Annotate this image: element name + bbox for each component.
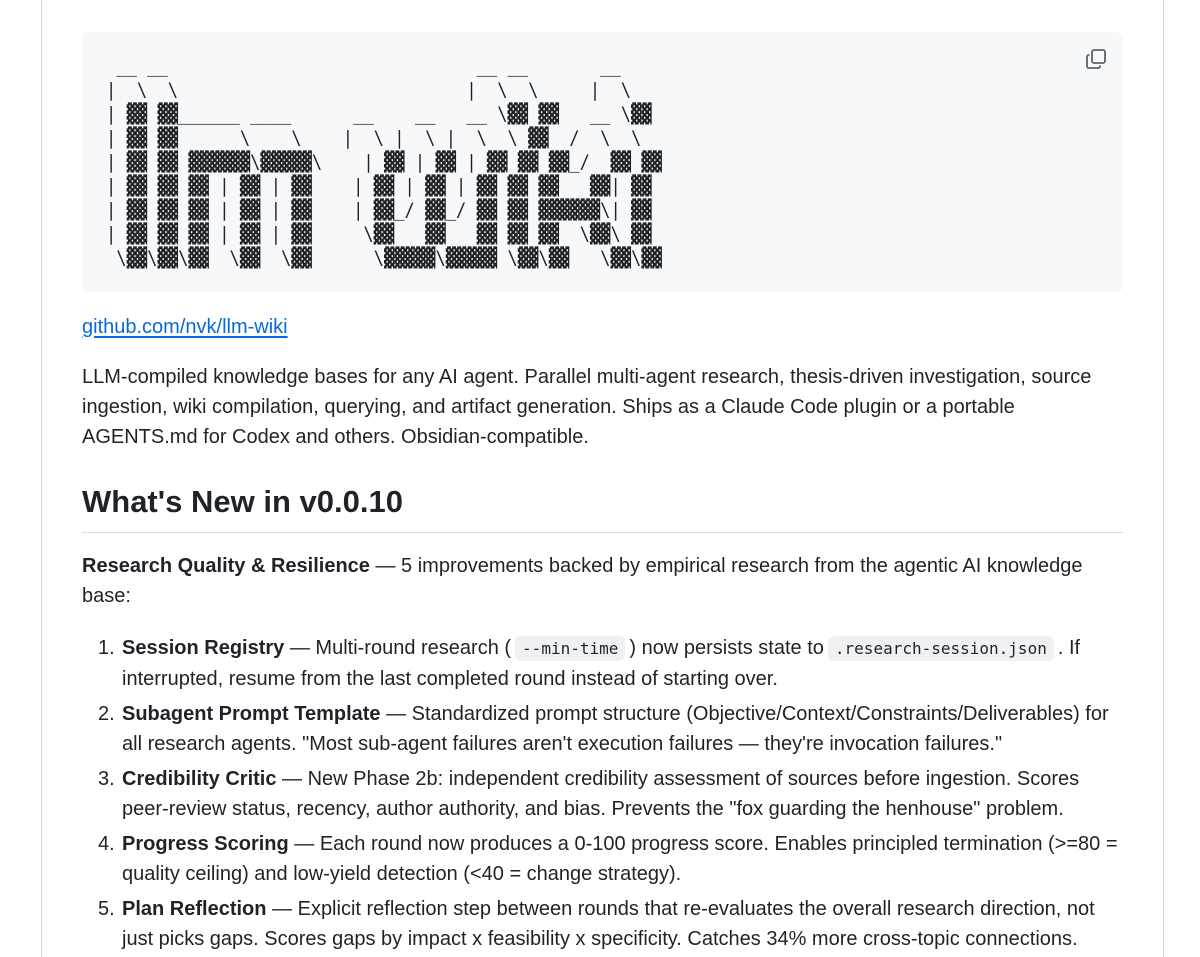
list-item — [82, 699, 1123, 759]
item-text: . If interrupted, resume from the last completed round instead of starting over. — [122, 637, 1081, 690]
item-text: — Each round now produces a 0-100 progress score. Enables principled termination (>=80 = quality ceiling) and low-yield detection (<40 = change strategy). — [122, 833, 1118, 885]
intro-bold: Research Quality & Resilience — [82, 555, 370, 577]
list-item — [82, 764, 1123, 824]
item-title: Progress Scoring — [122, 833, 289, 855]
list-number: 4. — [98, 833, 115, 855]
list-number: 2. — [98, 703, 115, 725]
item-text: — New Phase 2b: independent credibility assessment of sources before ingestion. Scores peer-review status, recency, author authority, and bias. Prevents the "fox guarding the henhouse" problem. — [122, 768, 1080, 820]
list-item — [82, 894, 1123, 954]
list-item — [82, 633, 1123, 694]
list-number: 1. — [98, 637, 115, 659]
inline-code: --min-time — [515, 636, 625, 661]
item-title: Plan Reflection — [122, 898, 267, 920]
copy-button[interactable] — [1083, 46, 1109, 72]
item-title: Credibility Critic — [122, 768, 277, 790]
section-heading: What's New in v0.0.10 — [82, 482, 1123, 533]
ascii-banner: __ __ __ __ __ | \ \ | \ \ | \ | ▓▓ ▓▓______ ____ __ __ __ \▓▓ ▓▓ __ \▓▓ | ▓▓ ▓▓ \ \ | \ | \ | \ \ ▓▓ / \ \ | ▓▓ ▓▓ ▓▓▓▓▓▓\▓▓▓▓▓\ | ▓▓ | ▓▓ | ▓▓ ▓▓ ▓▓_/ ▓▓ ▓▓ | ▓▓ ▓▓ ▓▓ | ▓▓ | ▓▓ | ▓▓ | ▓▓ | ▓▓ ▓▓ ▓▓ ▓▓| ▓▓ | ▓▓ ▓▓ ▓▓ | ▓▓ | ▓▓ | ▓▓_/ ▓▓_/ ▓▓ ▓▓ ▓▓▓▓▓▓\| ▓▓ | ▓▓ ▓▓ ▓▓ | ▓▓ | ▓▓ \▓▓ ▓▓ ▓▓ ▓▓ ▓▓ \▓▓\ ▓▓ \▓▓\▓▓\▓▓ \▓▓ \▓▓ \▓▓▓▓▓\▓▓▓▓▓ \▓▓\▓▓ \▓▓\▓▓ — [106, 55, 662, 269]
copy-icon — [1085, 48, 1107, 70]
list-item — [82, 829, 1123, 889]
item-text: — Explicit reflection step between rounds that re-evaluates the overall research direction, not just picks gaps. Scores gaps by impact x feasibility x specificity. Catches 34% more cross-topic connections. — [122, 898, 1095, 950]
item-text: — Standardized prompt structure (Objective/Context/Constraints/Deliverables) for all research agents. "Most sub-agent failures aren't execution failures — they're invocation failures." — [122, 703, 1109, 755]
code-block — [82, 32, 1123, 292]
intro-paragraph — [82, 551, 1123, 611]
feature-list — [82, 633, 1123, 954]
inline-code: .research-session.json — [828, 636, 1054, 661]
description-paragraph: LLM-compiled knowledge bases for any AI agent. Parallel multi-agent research, thesis-driven investigation, source ingestion, wiki compilation, querying, and artifact generation. Ships as a Claude Code plugin or a portable AGENTS.md for Codex and others. Obsidian-compatible. — [82, 366, 1092, 448]
item-text: ) now persists state to — [629, 637, 824, 659]
item-title: Subagent Prompt Template — [122, 703, 381, 725]
list-number: 3. — [98, 768, 115, 790]
item-title: Session Registry — [122, 637, 285, 659]
repo-link[interactable]: github.com/nvk/llm-wiki — [82, 316, 288, 338]
item-text: — Multi-round research ( — [284, 637, 512, 659]
list-number: 5. — [98, 898, 115, 920]
intro-text: — 5 improvements backed by empirical research from the agentic AI knowledge base: — [82, 555, 1083, 607]
readme-content — [82, 32, 1123, 957]
